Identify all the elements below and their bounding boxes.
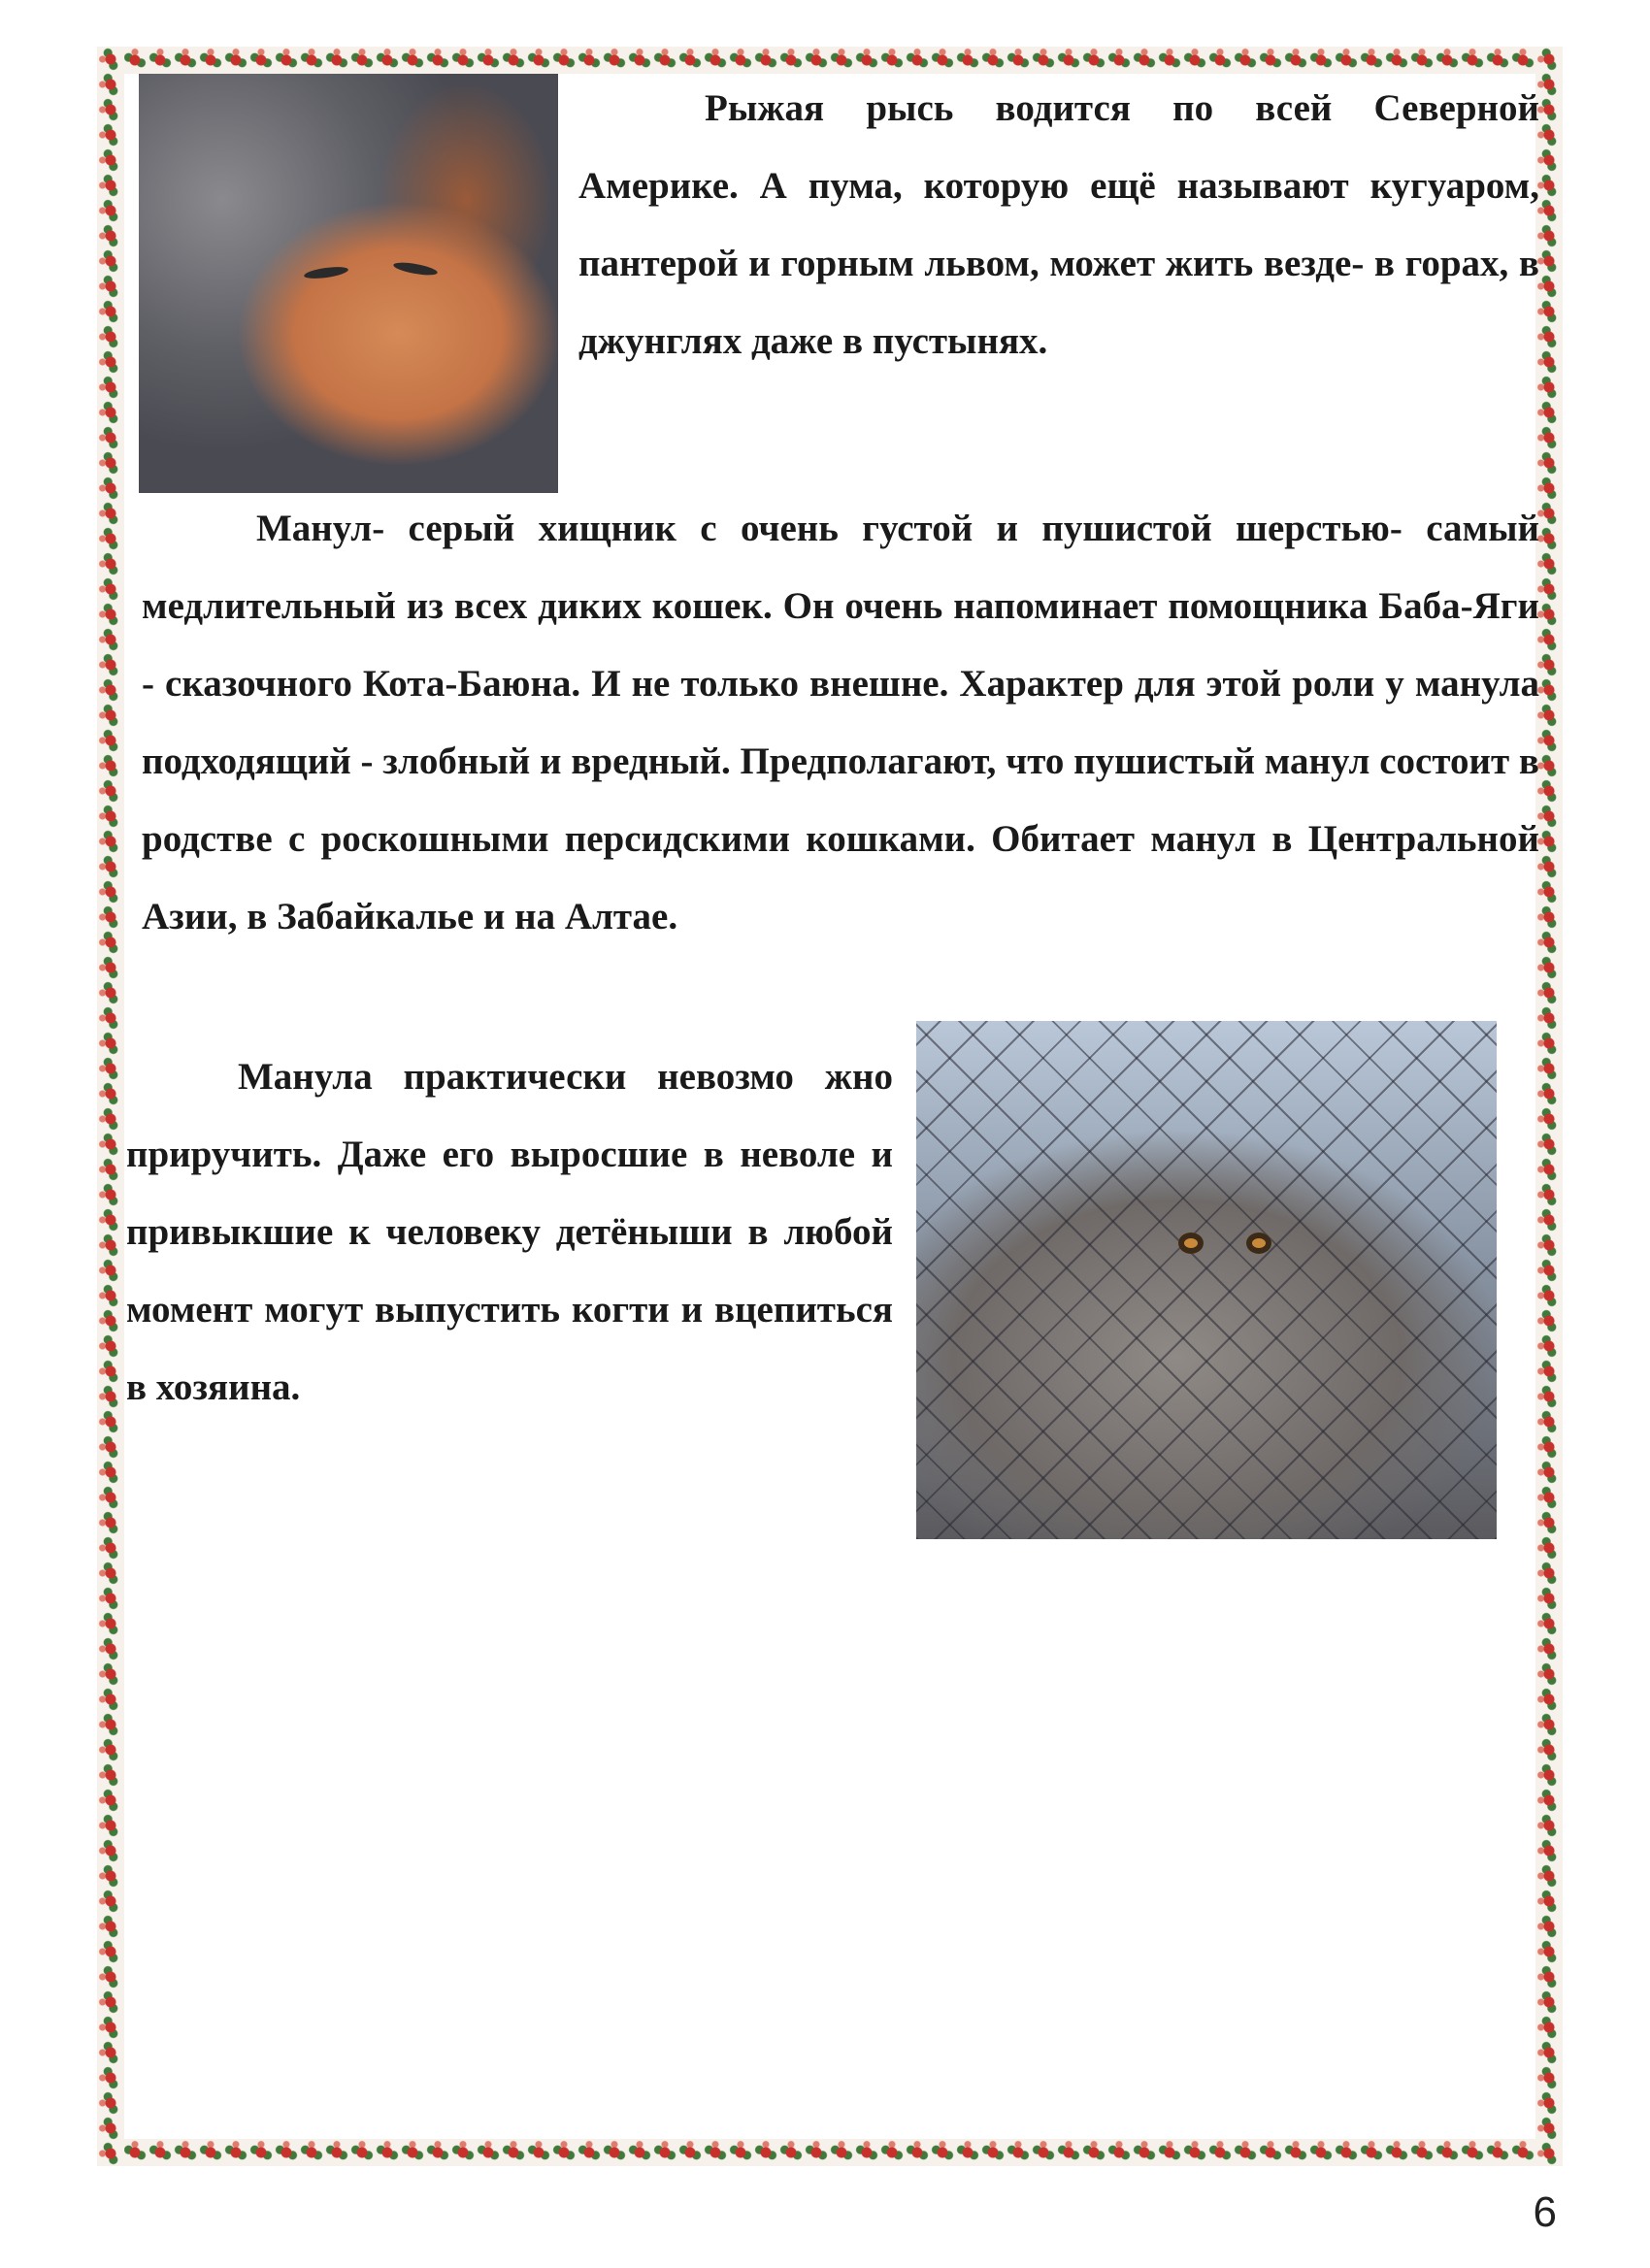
border-left [97,47,124,2166]
border-right [1535,47,1563,2166]
lynx-eye-left [304,265,349,280]
manul-photo [916,1021,1497,1539]
paragraph-manul: Манул- серый хищник с очень густой и пушистой шерстью- самый медлительный из всех диких кошек. Он очень напоминает помощника Баба-Яги - сказочного Кота-Баюна. И не только внешне. Характер для этой роли у манула подходящий - злобный и вредный. Предполагают, что пушистый манул состоит в родстве с роскошными персидскими кошками. Обитает манул в Центральной Азии, в Забайкалье и на Алтае. [142,508,1539,937]
manul-eye-right [1246,1233,1271,1254]
lynx-eye-right [392,260,438,278]
border-bottom [97,2139,1563,2166]
page-number: 6 [1533,2188,1557,2236]
lynx-photo [139,74,558,493]
manul-eye-left [1178,1233,1204,1254]
paragraph-lynx-puma: Рыжая рысь водится по всей Северной Америке. А пума, которую ещё называют кугуаром, пантерой и горным львом, может жить везде- в горах, в джунглях даже в пустынях. [578,87,1539,362]
paragraph-manul-taming: Манула практически невозмо жно приручить. Даже его выросшие в неволе и привыкшие к человеку детёныши в любой момент могут выпустить когти и вцепиться в хозяина. [126,1056,893,1408]
